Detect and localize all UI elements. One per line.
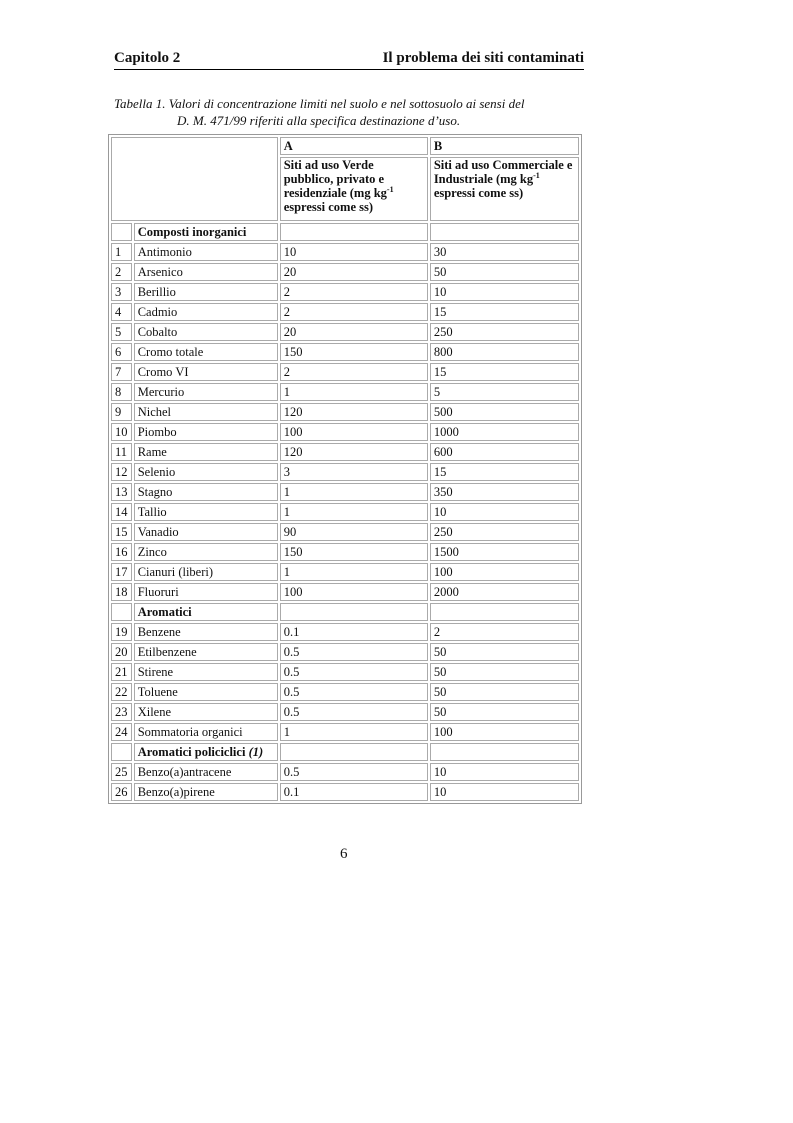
table-row	[111, 623, 579, 641]
row-number: 12	[111, 463, 132, 481]
substance-name: Selenio	[134, 463, 278, 481]
value-b: 250	[430, 323, 579, 341]
table-row	[111, 363, 579, 381]
table-row	[111, 683, 579, 701]
column-letters-row	[111, 137, 579, 155]
table-row	[111, 323, 579, 341]
table-row	[111, 243, 579, 261]
group-note: (1)	[248, 745, 264, 759]
row-number: 1	[111, 243, 132, 261]
value-b: 250	[430, 523, 579, 541]
group-b-cell	[430, 743, 579, 761]
substance-name: Benzene	[134, 623, 278, 641]
group-row	[111, 603, 579, 621]
value-a: 0.5	[280, 663, 428, 681]
value-b: 15	[430, 303, 579, 321]
group-row	[111, 743, 579, 761]
substance-name: Mercurio	[134, 383, 278, 401]
substance-name: Benzo(a)antracene	[134, 763, 278, 781]
substance-name: Antimonio	[134, 243, 278, 261]
table-row	[111, 483, 579, 501]
value-b: 5	[430, 383, 579, 401]
value-a: 100	[280, 583, 428, 601]
value-b: 10	[430, 283, 579, 301]
value-b: 10	[430, 763, 579, 781]
row-number: 15	[111, 523, 132, 541]
value-a: 1	[280, 723, 428, 741]
col-b-desc-tail: espressi come ss)	[433, 186, 524, 200]
value-b: 50	[430, 683, 579, 701]
row-number: 17	[111, 563, 132, 581]
row-number: 13	[111, 483, 132, 501]
col-a-description	[280, 157, 428, 221]
substance-name: Benzo(a)pirene	[134, 783, 278, 801]
row-number: 7	[111, 363, 132, 381]
row-number: 6	[111, 343, 132, 361]
table-row	[111, 343, 579, 361]
row-number: 8	[111, 383, 132, 401]
substance-name: Stirene	[134, 663, 278, 681]
row-number: 20	[111, 643, 132, 661]
value-a: 2	[280, 283, 428, 301]
table-row	[111, 763, 579, 781]
substance-name: Cobalto	[134, 323, 278, 341]
substance-name: Rame	[134, 443, 278, 461]
table-row	[111, 783, 579, 801]
value-b: 500	[430, 403, 579, 421]
table-row	[111, 523, 579, 541]
value-a: 0.5	[280, 643, 428, 661]
table-row	[111, 383, 579, 401]
value-b: 800	[430, 343, 579, 361]
value-a: 1	[280, 503, 428, 521]
value-a: 0.1	[280, 783, 428, 801]
value-a: 0.5	[280, 683, 428, 701]
value-b: 2	[430, 623, 579, 641]
group-title-text: Aromatici	[137, 605, 192, 619]
row-number: 2	[111, 263, 132, 281]
row-number: 18	[111, 583, 132, 601]
substance-name: Cianuri (liberi)	[134, 563, 278, 581]
group-number-cell	[111, 743, 132, 761]
substance-name: Tallio	[134, 503, 278, 521]
group-title-text: Composti inorganici	[137, 225, 247, 239]
header-empty-cell	[111, 137, 278, 221]
row-number: 16	[111, 543, 132, 561]
substance-name: Xilene	[134, 703, 278, 721]
table-row	[111, 563, 579, 581]
row-number: 11	[111, 443, 132, 461]
caption-line-1: Tabella 1. Valori di concentrazione limiti nel suolo e nel sottosuolo ai sensi del	[114, 96, 525, 111]
caption-line-2: D. M. 471/99 riferiti alla specifica destinazione d’uso.	[177, 113, 461, 128]
value-b: 1000	[430, 423, 579, 441]
col-a-desc-tail: espressi come ss)	[283, 200, 374, 214]
row-number: 5	[111, 323, 132, 341]
value-b: 1500	[430, 543, 579, 561]
value-b: 10	[430, 783, 579, 801]
col-b-letter: B	[430, 137, 579, 155]
group-a-cell	[280, 743, 428, 761]
substance-name: Cadmio	[134, 303, 278, 321]
row-number: 23	[111, 703, 132, 721]
value-b: 50	[430, 263, 579, 281]
table-row	[111, 723, 579, 741]
group-number-cell	[111, 603, 132, 621]
value-b: 350	[430, 483, 579, 501]
row-number: 25	[111, 763, 132, 781]
row-number: 24	[111, 723, 132, 741]
value-b: 50	[430, 663, 579, 681]
group-row	[111, 223, 579, 241]
limits-table	[108, 134, 582, 804]
substance-name: Zinco	[134, 543, 278, 561]
group-title-text: Aromatici policiclici	[137, 745, 249, 759]
value-a: 1	[280, 383, 428, 401]
value-b: 50	[430, 703, 579, 721]
table-row	[111, 463, 579, 481]
substance-name: Sommatoria organici	[134, 723, 278, 741]
col-a-letter: A	[280, 137, 428, 155]
value-a: 90	[280, 523, 428, 541]
col-a-desc-exponent: -1	[386, 184, 394, 194]
table-row	[111, 283, 579, 301]
table-row	[111, 423, 579, 441]
group-title	[134, 603, 278, 621]
value-b: 100	[430, 723, 579, 741]
table-row	[111, 703, 579, 721]
col-b-desc-text: Siti ad uso Commerciale e Industriale (mg kg	[433, 158, 573, 186]
value-b: 2000	[430, 583, 579, 601]
chapter-title: Il problema dei siti contaminati	[382, 50, 584, 66]
value-a: 120	[280, 403, 428, 421]
chapter-label: Capitolo 2	[114, 50, 181, 66]
substance-name: Fluoruri	[134, 583, 278, 601]
col-b-description	[430, 157, 579, 221]
row-number: 26	[111, 783, 132, 801]
table-row	[111, 663, 579, 681]
row-number: 21	[111, 663, 132, 681]
value-a: 150	[280, 543, 428, 561]
col-b-desc-exponent: -1	[533, 170, 540, 180]
substance-name: Vanadio	[134, 523, 278, 541]
value-a: 120	[280, 443, 428, 461]
table-row	[111, 503, 579, 521]
value-a: 2	[280, 363, 428, 381]
group-b-cell	[430, 223, 579, 241]
value-b: 100	[430, 563, 579, 581]
value-a: 1	[280, 483, 428, 501]
value-b: 10	[430, 503, 579, 521]
row-number: 3	[111, 283, 132, 301]
table-caption	[114, 95, 586, 129]
table-row	[111, 263, 579, 281]
group-number-cell	[111, 223, 132, 241]
value-a: 1	[280, 563, 428, 581]
row-number: 22	[111, 683, 132, 701]
group-a-cell	[280, 223, 428, 241]
value-a: 20	[280, 263, 428, 281]
value-b: 600	[430, 443, 579, 461]
value-a: 0.1	[280, 623, 428, 641]
group-b-cell	[430, 603, 579, 621]
group-title	[134, 223, 278, 241]
row-number: 19	[111, 623, 132, 641]
group-a-cell	[280, 603, 428, 621]
table-row	[111, 443, 579, 461]
table-row	[111, 643, 579, 661]
table-row	[111, 543, 579, 561]
substance-name: Nichel	[134, 403, 278, 421]
substance-name: Toluene	[134, 683, 278, 701]
value-a: 150	[280, 343, 428, 361]
substance-name: Arsenico	[134, 263, 278, 281]
value-a: 0.5	[280, 763, 428, 781]
row-number: 14	[111, 503, 132, 521]
group-title	[134, 743, 278, 761]
value-a: 3	[280, 463, 428, 481]
running-header	[114, 50, 584, 70]
row-number: 4	[111, 303, 132, 321]
value-b: 50	[430, 643, 579, 661]
row-number: 9	[111, 403, 132, 421]
value-a: 0.5	[280, 703, 428, 721]
substance-name: Stagno	[134, 483, 278, 501]
row-number: 10	[111, 423, 132, 441]
value-a: 2	[280, 303, 428, 321]
table-row	[111, 583, 579, 601]
value-b: 15	[430, 363, 579, 381]
substance-name: Berillio	[134, 283, 278, 301]
value-a: 100	[280, 423, 428, 441]
substance-name: Cromo VI	[134, 363, 278, 381]
col-a-desc-text: Siti ad uso Verde pubblico, privato e residenziale (mg kg	[283, 158, 387, 200]
value-a: 20	[280, 323, 428, 341]
value-b: 15	[430, 463, 579, 481]
page-number: 6	[340, 846, 348, 862]
substance-name: Etilbenzene	[134, 643, 278, 661]
value-b: 30	[430, 243, 579, 261]
value-a: 10	[280, 243, 428, 261]
substance-name: Cromo totale	[134, 343, 278, 361]
table-row	[111, 303, 579, 321]
substance-name: Piombo	[134, 423, 278, 441]
table-row	[111, 403, 579, 421]
